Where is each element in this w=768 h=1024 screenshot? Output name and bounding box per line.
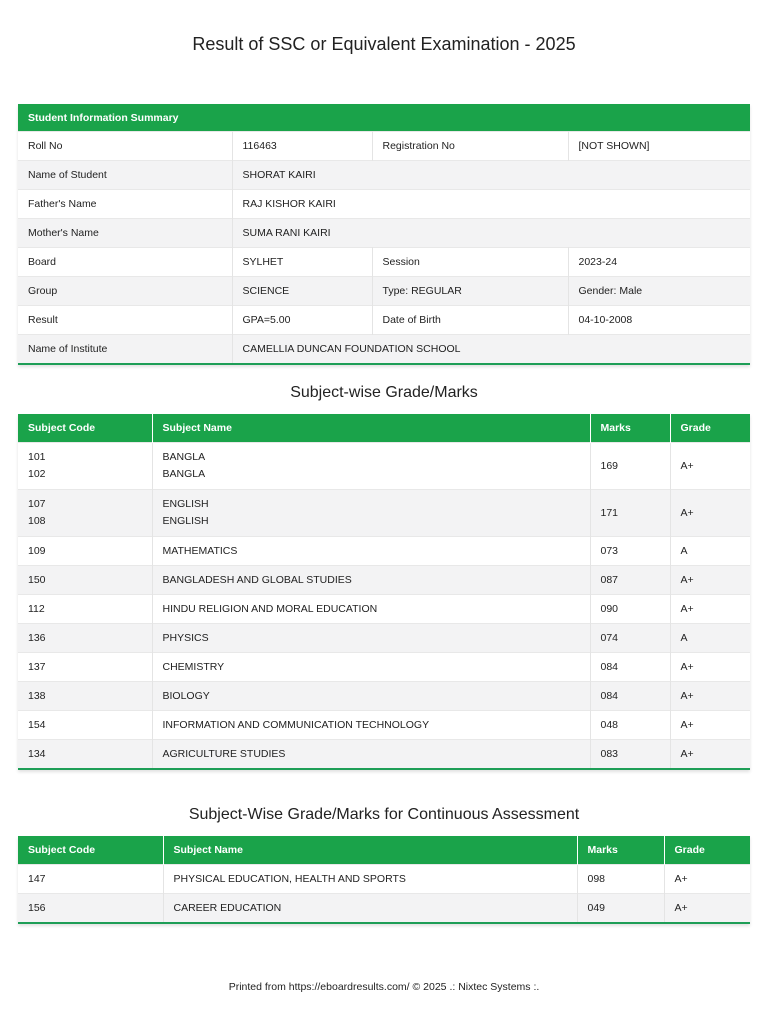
registration-label: Registration No (372, 132, 568, 161)
subject-code (18, 443, 152, 490)
subject-name: PHYSICS (152, 624, 590, 653)
table-row (18, 865, 750, 894)
subject-code: 154 (18, 711, 152, 740)
subject-name: AGRICULTURE STUDIES (152, 740, 590, 770)
subject-code-line: 107 (28, 498, 46, 510)
subject-grade: A+ (670, 740, 750, 770)
subject-grade: A+ (664, 894, 750, 924)
subject-name: BANGLADESH AND GLOBAL STUDIES (152, 566, 590, 595)
table-row (18, 490, 750, 537)
subject-grade: A+ (670, 490, 750, 537)
subject-name: PHYSICAL EDUCATION, HEALTH AND SPORTS (163, 865, 577, 894)
subject-name-line: ENGLISH (162, 498, 209, 510)
roll-value: 116463 (232, 132, 372, 161)
info-row-board (18, 248, 750, 277)
session-value: 2023-24 (568, 248, 750, 277)
info-row-mother (18, 219, 750, 248)
table-row (18, 624, 750, 653)
subject-code: 156 (18, 894, 163, 924)
subject-grade: A (670, 537, 750, 566)
table-row (18, 537, 750, 566)
result-value: GPA=5.00 (232, 306, 372, 335)
session-label: Session (372, 248, 568, 277)
subject-name: CAREER EDUCATION (163, 894, 577, 924)
board-label: Board (18, 248, 232, 277)
subject-name-line: ENGLISH (162, 515, 209, 527)
continuous-section-title: Subject-Wise Grade/Marks for Continuous Assessment (188, 806, 580, 823)
subject-name-line: BANGLA (162, 451, 206, 463)
subject-name: INFORMATION AND COMMUNICATION TECHNOLOGY (152, 711, 590, 740)
continuous-header-code: Subject Code (18, 836, 163, 865)
table-row (18, 740, 750, 770)
board-value: SYLHET (232, 248, 372, 277)
registration-value: [NOT SHOWN] (568, 132, 750, 161)
continuous-header-marks: Marks (577, 836, 664, 865)
subject-marks: 074 (590, 624, 670, 653)
student-info-header: Student Information Summary (18, 104, 750, 132)
info-row-group (18, 277, 750, 306)
page-title: Result of SSC or Equivalent Examination - 2025 (192, 34, 576, 54)
subject-name: MATHEMATICS (152, 537, 590, 566)
name-value: SHORAT KAIRI (232, 161, 750, 190)
subject-grade: A+ (670, 566, 750, 595)
info-row-institute (18, 335, 750, 365)
print-footer: Printed from https://eboardresults.com/ © 2025 .: Nixtec Systems :. (228, 981, 540, 993)
subject-marks: 098 (577, 865, 664, 894)
subject-marks: 171 (590, 490, 670, 537)
subject-marks: 084 (590, 653, 670, 682)
father-value: RAJ KISHOR KAIRI (232, 190, 750, 219)
gender-value: Gender: Male (568, 277, 750, 306)
subject-name-line: BANGLA (162, 468, 206, 480)
mother-label: Mother's Name (18, 219, 232, 248)
subject-marks: 049 (577, 894, 664, 924)
subject-marks: 083 (590, 740, 670, 770)
subject-code-line: 101 (28, 451, 46, 463)
type-value: Type: REGULAR (372, 277, 568, 306)
subject-code-line: 102 (28, 468, 46, 480)
subject-code: 150 (18, 566, 152, 595)
father-label: Father's Name (18, 190, 232, 219)
subject-grade: A+ (670, 653, 750, 682)
table-row (18, 682, 750, 711)
subjects-header-row (18, 414, 750, 443)
group-label: Group (18, 277, 232, 306)
table-row (18, 711, 750, 740)
subject-code: 138 (18, 682, 152, 711)
subject-marks: 090 (590, 595, 670, 624)
info-row-roll (18, 132, 750, 161)
info-row-result (18, 306, 750, 335)
continuous-header-row (18, 836, 750, 865)
group-value: SCIENCE (232, 277, 372, 306)
subject-marks: 084 (590, 682, 670, 711)
dob-label: Date of Birth (372, 306, 568, 335)
subject-code: 147 (18, 865, 163, 894)
subject-code: 109 (18, 537, 152, 566)
continuous-table (18, 836, 750, 924)
subject-marks: 087 (590, 566, 670, 595)
subject-marks: 073 (590, 537, 670, 566)
subjects-table (18, 414, 750, 770)
subjects-header-grade: Grade (670, 414, 750, 443)
subjects-header-marks: Marks (590, 414, 670, 443)
subject-code: 112 (18, 595, 152, 624)
subject-code: 134 (18, 740, 152, 770)
subject-code-line: 108 (28, 515, 46, 527)
subject-name: BIOLOGY (152, 682, 590, 711)
institute-value: CAMELLIA DUNCAN FOUNDATION SCHOOL (232, 335, 750, 365)
dob-value: 04-10-2008 (568, 306, 750, 335)
subjects-header-code: Subject Code (18, 414, 152, 443)
roll-label: Roll No (18, 132, 232, 161)
institute-label: Name of Institute (18, 335, 232, 365)
mother-value: SUMA RANI KAIRI (232, 219, 750, 248)
subject-code: 136 (18, 624, 152, 653)
name-label: Name of Student (18, 161, 232, 190)
subject-grade: A+ (670, 595, 750, 624)
subject-grade: A+ (670, 682, 750, 711)
info-row-name (18, 161, 750, 190)
continuous-header-name: Subject Name (163, 836, 577, 865)
continuous-header-grade: Grade (664, 836, 750, 865)
subject-marks: 048 (590, 711, 670, 740)
subject-grade: A+ (670, 443, 750, 490)
table-row (18, 595, 750, 624)
subject-name: HINDU RELIGION AND MORAL EDUCATION (152, 595, 590, 624)
subject-name: CHEMISTRY (152, 653, 590, 682)
subject-name (152, 443, 590, 490)
student-info-table (18, 104, 750, 365)
table-row (18, 894, 750, 924)
table-row (18, 443, 750, 490)
subject-name (152, 490, 590, 537)
subject-grade: A+ (670, 711, 750, 740)
student-info-header-row (18, 104, 750, 132)
subject-code: 137 (18, 653, 152, 682)
result-label: Result (18, 306, 232, 335)
table-row (18, 653, 750, 682)
table-row (18, 566, 750, 595)
subject-grade: A (670, 624, 750, 653)
subjects-section-title: Subject-wise Grade/Marks (290, 384, 478, 401)
subject-code (18, 490, 152, 537)
subject-marks: 169 (590, 443, 670, 490)
subjects-header-name: Subject Name (152, 414, 590, 443)
subject-grade: A+ (664, 865, 750, 894)
info-row-father (18, 190, 750, 219)
